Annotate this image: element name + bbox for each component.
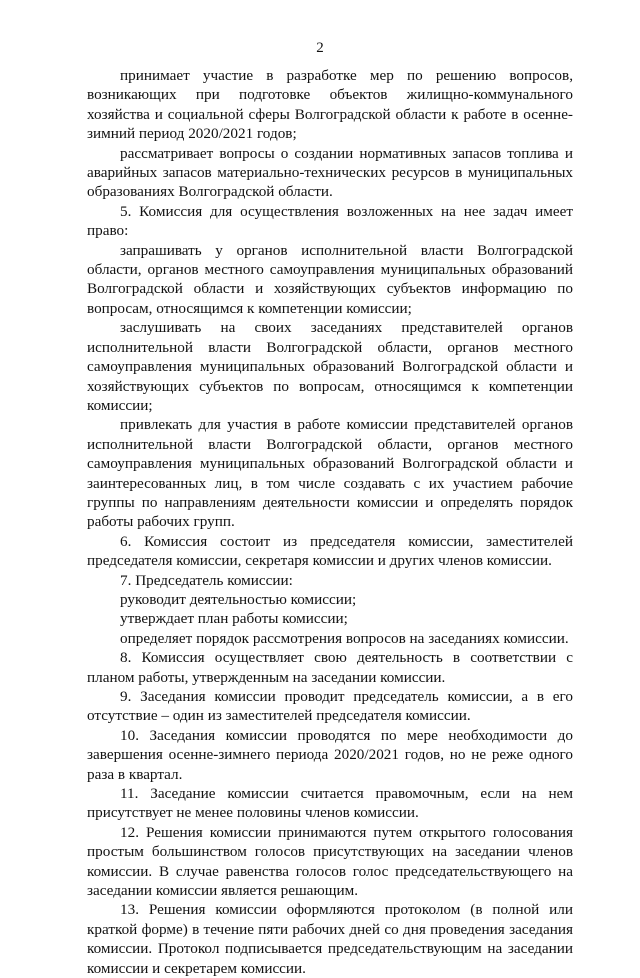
paragraph-item-5: 5. Комиссия для осуществления возложенных на нее задач имеет право: xyxy=(87,202,573,240)
paragraph-item-12: 12. Решения комиссии принимаются путем открытого голосования простым большинством голосов присутствующих на заседании членов комиссии. В случае равенства голосов голос председательствующего на заседании комиссии является решающим. xyxy=(87,823,573,900)
paragraph-manages-activity: руководит деятельностью комиссии; xyxy=(120,590,357,608)
paragraph-hear-representatives: заслушивать на своих заседаниях представителей органов исполнительной власти Волгоградской области, органов местного самоуправления муниципальных образований Волгоградской области и хозяйствующих субъектов по вопросам, относящимся к компетенции комиссии; xyxy=(87,319,573,414)
page-number: 2 xyxy=(316,40,324,56)
paragraph-item-13: 13. Решения комиссии оформляются протоколом (в полной или краткой форме) в течение пяти рабочих дней со дня проведения заседания комиссии. Протокол подписывается председательствующим на заседании комиссии и секретарем комиссии. xyxy=(87,901,573,977)
paragraph-request-info: запрашивать у органов исполнительной власти Волгоградской области, органов местного самоуправления муниципальных образований Волгоградской области и хозяйствующих субъектов информацию по вопросам, относящимся к компетенции комиссии; xyxy=(87,241,573,317)
document-body xyxy=(87,66,573,978)
paragraph-item-11: 11. Заседание комиссии считается правомочным, если на нем присутствует не менее половины членов комиссии. xyxy=(87,785,573,822)
paragraph-approves-plan: утверждает план работы комиссии; xyxy=(120,610,348,628)
paragraph-item-9: 9. Заседания комиссии проводит председатель комиссии, а в его отсутствие – один из заместителей председателя комиссии. xyxy=(87,688,573,725)
paragraph-item-8: 8. Комиссия осуществляет свою деятельность в соответствии с планом работы, утвержденным на заседании комиссии. xyxy=(87,649,573,686)
paragraph-participation: принимает участие в разработке мер по решению вопросов, возникающих при подготовке объектов жилищно-коммунального хозяйства и социальной сферы Волгоградской области к работе в осенне-зимний период 2020/2021 годов; xyxy=(87,67,573,143)
paragraph-item-6: 6. Комиссия состоит из председателя комиссии, заместителей председателя комиссии, секретаря комиссии и других членов комиссии. xyxy=(87,532,573,570)
paragraph-involve-representatives: привлекать для участия в работе комиссии представителей органов исполнительной власти Волгоградской области, органов местного самоуправления муниципальных образований Волгоградской области и заинтересованных лиц, в том числе создавать с их участием рабочие группы по направлениям деятельности комиссии и определять порядок работы рабочих групп. xyxy=(87,416,573,531)
paragraph-item-10: 10. Заседания комиссии проводятся по мере необходимости до завершения осенне-зимнего периода 2020/2021 годов, но не реже одного раза в квартал. xyxy=(87,726,573,783)
paragraph-defines-procedure: определяет порядок рассмотрения вопросов на заседаниях комиссии. xyxy=(120,629,569,647)
paragraph-item-7: 7. Председатель комиссии: xyxy=(120,571,293,589)
paragraph-fuel-reserves: рассматривает вопросы о создании нормативных запасов топлива и аварийных запасов материально-технических ресурсов в муниципальных образованиях Волгоградской области. xyxy=(87,144,573,201)
